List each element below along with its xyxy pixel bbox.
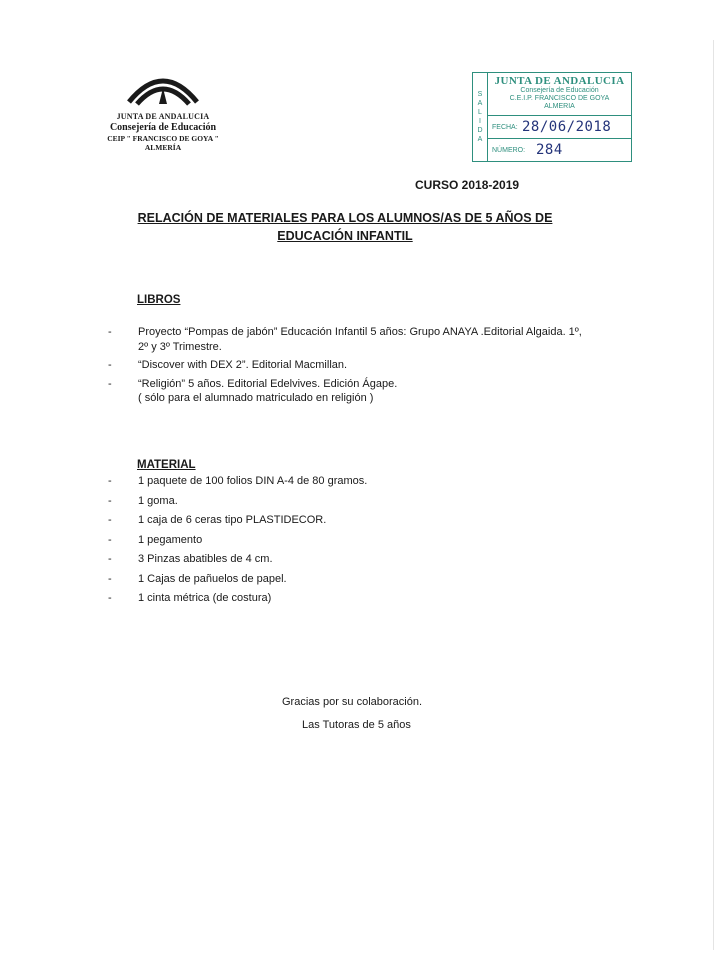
list-item bbox=[108, 570, 528, 590]
list-item bbox=[108, 358, 588, 373]
thanks-text: Gracias por su colaboración. bbox=[282, 696, 423, 708]
stamp-date-row bbox=[488, 116, 631, 139]
junta-logo bbox=[88, 64, 238, 152]
page-title bbox=[100, 209, 590, 245]
material-text: 3 Pinzas abatibles de 4 cm. bbox=[138, 553, 273, 565]
books-list bbox=[108, 325, 588, 410]
stamp-header bbox=[488, 73, 631, 116]
list-item bbox=[108, 511, 528, 531]
title-line-1: RELACIÓN DE MATERIALES PARA LOS ALUMNOS/AS DE 5 AÑOS DE bbox=[137, 211, 553, 225]
stamp-date-label: FECHA: bbox=[492, 123, 518, 131]
list-item bbox=[108, 325, 588, 354]
material-text: 1 pegamento bbox=[138, 533, 203, 546]
stamp-date-value: 28/06/2018 bbox=[522, 119, 612, 135]
list-item bbox=[108, 531, 528, 551]
bullet-dash: - bbox=[108, 377, 112, 390]
stamp-city: ALMERIA bbox=[544, 103, 575, 110]
book-text: Proyecto “Pompas de jabón” Educación Infantil 5 años: Grupo ANAYA .Editorial Algaida. 1º, 2º y 3º Trimestre. bbox=[138, 326, 582, 353]
stamp-number-value: 284 bbox=[536, 142, 563, 158]
stamp-side-letter: A bbox=[477, 100, 483, 107]
material-text: 1 caja de 6 ceras tipo PLASTIDECOR. bbox=[138, 514, 327, 526]
material-text: 1 goma. bbox=[138, 494, 178, 507]
junta-emblem-icon bbox=[123, 64, 203, 108]
stamp-side-letter: S bbox=[477, 91, 483, 98]
book-text: “Discover with DEX 2”. Editorial Macmillan. bbox=[138, 359, 348, 371]
bullet-dash: - bbox=[108, 553, 112, 565]
registry-stamp bbox=[472, 72, 632, 162]
logo-org: JUNTA DE ANDALUCIA bbox=[116, 112, 210, 121]
materials-heading: MATERIAL bbox=[137, 459, 196, 471]
material-text: 1 Cajas de pañuelos de papel. bbox=[138, 572, 287, 585]
logo-school: CEIP " FRANCISCO DE GOYA " bbox=[107, 134, 219, 143]
stamp-school: C.E.I.P. FRANCISCO DE GOYA bbox=[509, 95, 610, 102]
stamp-side-letter: A bbox=[477, 136, 483, 143]
material-text: 1 paquete de 100 folios DIN A-4 de 80 gramos. bbox=[138, 475, 368, 487]
stamp-side-letter: L bbox=[478, 109, 482, 116]
list-item bbox=[108, 472, 528, 492]
stamp-side-label bbox=[473, 73, 488, 161]
stamp-side-letter: D bbox=[477, 127, 483, 134]
stamp-department: Consejería de Educación bbox=[520, 87, 599, 94]
stamp-number-row bbox=[488, 139, 631, 161]
stamp-org: JUNTA DE ANDALUCIA bbox=[494, 75, 625, 87]
list-item bbox=[108, 550, 528, 570]
logo-city: ALMERÍA bbox=[144, 143, 182, 152]
signature-text: Las Tutoras de 5 años bbox=[302, 719, 411, 731]
bullet-dash: - bbox=[108, 326, 112, 338]
materials-list bbox=[108, 472, 528, 609]
page-edge bbox=[713, 40, 714, 950]
bullet-dash: - bbox=[108, 514, 112, 526]
book-note: ( sólo para el alumnado matriculado en religión ) bbox=[138, 392, 374, 404]
book-text: “Religión” 5 años. Editorial Edelvives. Edición Ágape. bbox=[138, 377, 398, 390]
bullet-dash: - bbox=[108, 533, 112, 546]
logo-department: Consejería de Educación bbox=[109, 122, 217, 133]
list-item bbox=[108, 492, 528, 512]
bullet-dash: - bbox=[108, 475, 112, 487]
list-item bbox=[108, 589, 528, 609]
bullet-dash: - bbox=[108, 359, 112, 371]
material-text: 1 cinta métrica (de costura) bbox=[138, 592, 272, 604]
list-item bbox=[108, 377, 588, 406]
course-year: CURSO 2018-2019 bbox=[415, 178, 520, 192]
title-line-2: EDUCACIÓN INFANTIL bbox=[277, 229, 413, 243]
stamp-side-letter: I bbox=[479, 118, 481, 125]
bullet-dash: - bbox=[108, 494, 112, 507]
bullet-dash: - bbox=[108, 572, 112, 585]
stamp-number-label: NÚMERO: bbox=[492, 146, 526, 154]
bullet-dash: - bbox=[108, 592, 112, 604]
books-heading: LIBROS bbox=[137, 294, 181, 306]
